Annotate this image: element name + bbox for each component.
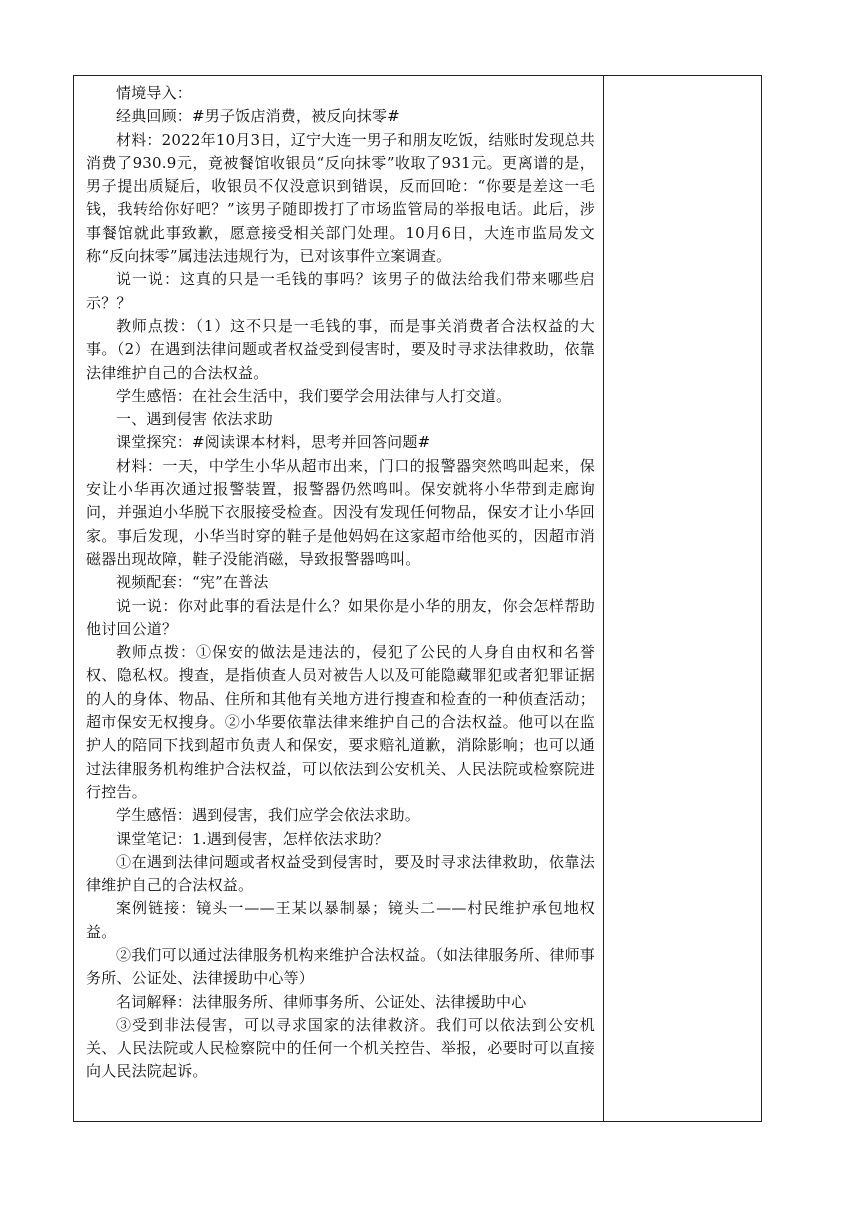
paragraph: ②我们可以通过法律服务机构来维护合法权益。（如法律服务所、律师事务所、公证处、法律援助中心等） bbox=[86, 945, 595, 988]
paragraph: 材料：一天，中学生小华从超市出来，门口的报警器突然鸣叫起来，保安让小华再次通过报警装置，报警器仍然鸣叫。保安就将小华带到走廊询问，并强迫小华脱下衣服接受检查。因没有发现任何物品，保安才让小华回家。事后发现，小华当时穿的鞋子是他妈妈在这家超市给他买的，因超市消磁器出现故障，鞋子没能消磁，导致报警器鸣叫。 bbox=[86, 456, 595, 568]
paragraph: 教师点拨：（1）这不只是一毛钱的事，而是事关消费者合法权益的大事。（2）在遇到法律问题或者权益受到侵害时，要及时寻求法律救助，依靠法律维护自己的合法权益。 bbox=[86, 316, 595, 382]
paragraph: 学生感悟：在社会生活中，我们要学会用法律与人打交道。 bbox=[116, 386, 512, 405]
paragraph: 案例链接：镜头一——王某以暴制暴；镜头二——村民维护承包地权益。 bbox=[86, 899, 595, 941]
paragraph: ③受到非法侵害，可以寻求国家的法律救济。我们可以依法到公安机关、人民法院或人民检察院中的任何一个机关控告、举报，必要时可以直接向人民法院起诉。 bbox=[86, 1015, 595, 1081]
content-cell bbox=[74, 76, 604, 1121]
lesson-table bbox=[73, 75, 762, 1122]
paragraph: 说一说：这真的只是一毛钱的事吗？该男子的做法给我们带来哪些启示？？ bbox=[86, 270, 595, 312]
paragraph: 课堂笔记：1.遇到侵害，怎样依法求助？ bbox=[116, 829, 390, 848]
paragraph: 学生感悟：遇到侵害，我们应学会依法求助。 bbox=[116, 806, 421, 825]
paragraph: 经典回顾：#男子饭店消费，被反向抹零# bbox=[116, 107, 400, 126]
paragraph: 教师点拨：①保安的做法是违法的，侵犯了公民的人身自由权和名誉权、隐私权。搜查，是指侦查人员对被告人以及可能隐藏罪犯或者犯罪证据的人的身体、物品、住所和其他有关地方进行搜查和检查的一种侦查活动；超市保安无权搜身。②小华要依靠法律来维护自己的合法权益。他可以在监护人的陪同下找到超市负责人和保安，要求赔礼道歉，消除影响；也可以通过法律服务机构维护合法权益，可以依法到公安机关、人民法院或检察院进行控告。 bbox=[86, 643, 595, 801]
paragraph: 名词解释：法律服务所、律师事务所、公证处、法律援助中心 bbox=[116, 992, 527, 1011]
section-heading: 一、遇到侵害 依法求助 bbox=[116, 410, 273, 429]
notes-cell bbox=[604, 76, 761, 1121]
paragraph: 说一说：你对此事的看法是什么？如果你是小华的朋友，你会怎样帮助他讨回公道？ bbox=[86, 596, 595, 638]
paragraph: 情境导入： bbox=[116, 84, 193, 102]
paragraph: ①在遇到法律问题或者权益受到侵害时，要及时寻求法律救助，依靠法律维护自己的合法权益。 bbox=[86, 852, 595, 895]
paragraph: 课堂探究：#阅读课本材料，思考并回答问题# bbox=[116, 433, 431, 452]
paragraph: 材料：2022年10月3日，辽宁大连一男子和朋友吃饭，结账时发现总共消费了930.9元，竟被餐馆收银员“反向抹零”收取了931元。更离谱的是，男子提出质疑后，收银员不仅没意识到错误，反而回呛：“你要是差这一毛钱，我转给你好吧？”该男子随即拨打了市场监管局的举报电话。此后，涉事餐馆就此事致歉，愿意接受相关部门处理。10月6日，大连市监局发文称“反向抹零”属违法违规行为，已对该事件立案调查。 bbox=[86, 130, 595, 266]
paragraph: 视频配套：“宪”在普法 bbox=[116, 573, 269, 592]
